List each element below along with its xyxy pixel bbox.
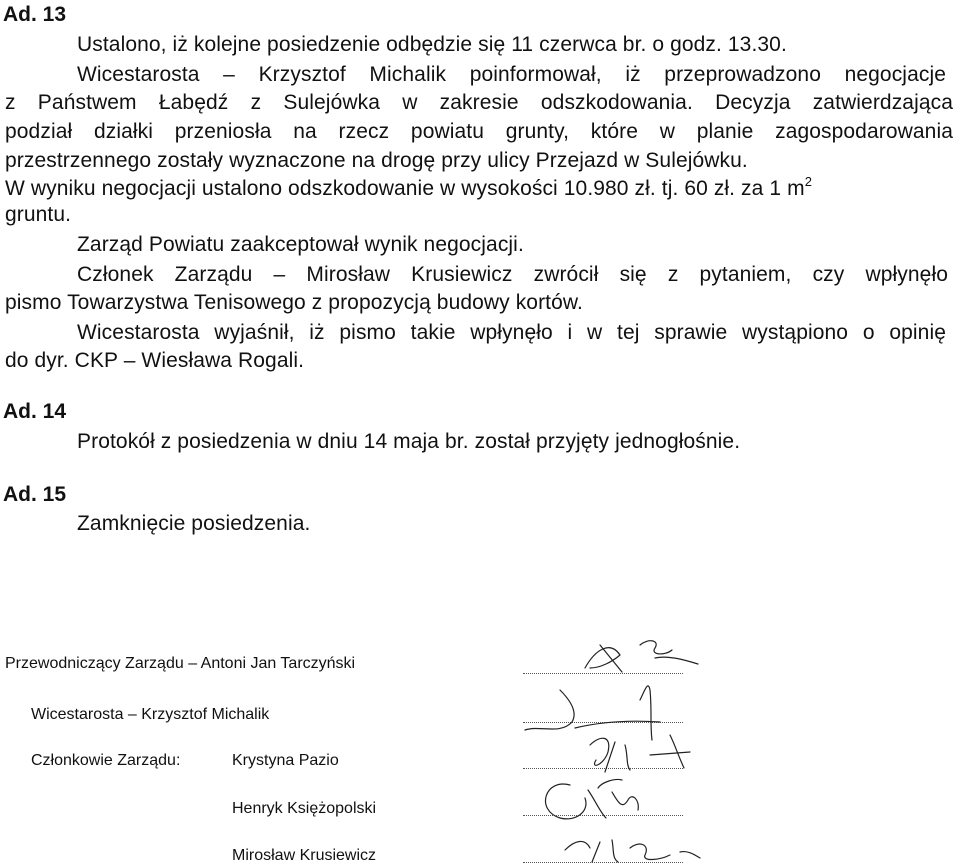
ad13-line-7: gruntu. bbox=[5, 203, 72, 226]
signature-member-2-stroke bbox=[546, 779, 639, 818]
ad13-line-12: do dyr. CKP – Wiesława Rogali. bbox=[5, 349, 305, 372]
signature-line-member-1 bbox=[523, 768, 683, 769]
ad13-line-6-text: W wyniku negocjacji ustalono odszkodowanie w wysokości 10.980 zł. tj. 60 zł. za 1 m bbox=[5, 177, 805, 200]
ad15-heading: Ad. 15 bbox=[3, 483, 67, 506]
ad14-text: Protokół z posiedzenia w dniu 14 maja br. został przyjęty jednogłośnie. bbox=[77, 430, 741, 453]
ad13-line-4: podział działki przeniosła na rzecz powiatu grunty, które w planie zagospodarowania bbox=[5, 120, 953, 143]
ad13-line-8: Zarząd Powiatu zaakceptował wynik negocjacji. bbox=[77, 233, 524, 256]
signature-vice-stroke bbox=[525, 686, 660, 740]
signature-line-member-3 bbox=[523, 862, 683, 863]
ad13-line-11: Wicestarosta wyjaśnił, iż pismo takie wpłynęło i w tej sprawie wystąpiono o opinię bbox=[77, 321, 946, 344]
signature-vice-label: Wicestarosta – Krzysztof Michalik bbox=[31, 706, 270, 723]
ad14-heading: Ad. 14 bbox=[3, 400, 67, 423]
signature-member-1-stroke bbox=[590, 735, 690, 772]
ad15-text: Zamknięcie posiedzenia. bbox=[77, 512, 311, 535]
signature-chair-stroke bbox=[585, 641, 698, 672]
ad13-line-2: Wicestarosta – Krzysztof Michalik poinformował, iż przeprowadzono negocjacje bbox=[77, 63, 946, 86]
signature-member-3: Mirosław Krusiewicz bbox=[232, 847, 377, 864]
ad13-line-5: przestrzennego zostały wyznaczone na drogę przy ulicy Przejazd w Sulejówku. bbox=[5, 149, 748, 172]
signature-line-vice bbox=[523, 722, 683, 723]
signature-member-1: Krystyna Pazio bbox=[232, 752, 339, 769]
signature-members-label: Członkowie Zarządu: bbox=[31, 752, 181, 769]
signature-chair-label: Przewodniczący Zarządu – Antoni Jan Tarczyński bbox=[5, 655, 356, 672]
ad13-line-10: pismo Towarzystwa Tenisowego z propozycją budowy kortów. bbox=[5, 291, 583, 314]
signature-line-member-2 bbox=[523, 815, 683, 816]
signature-line-chair bbox=[523, 673, 683, 674]
signature-member-3-stroke bbox=[565, 840, 700, 862]
ad13-line-6 bbox=[5, 174, 813, 201]
signature-member-2: Henryk Księżopolski bbox=[232, 800, 377, 817]
ad13-line-9: Członek Zarządu – Mirosław Krusiewicz zwrócił się z pytaniem, czy wpłynęło bbox=[77, 263, 948, 286]
square-superscript: 2 bbox=[804, 174, 813, 189]
ad13-line-3: z Państwem Łabędź z Sulejówka w zakresie odszkodowania. Decyzja zatwierdzająca bbox=[5, 91, 953, 114]
ad13-line-1: Ustalono, iż kolejne posiedzenie odbędzie się 11 czerwca br. o godz. 13.30. bbox=[77, 33, 787, 56]
ad13-heading: Ad. 13 bbox=[3, 3, 67, 26]
